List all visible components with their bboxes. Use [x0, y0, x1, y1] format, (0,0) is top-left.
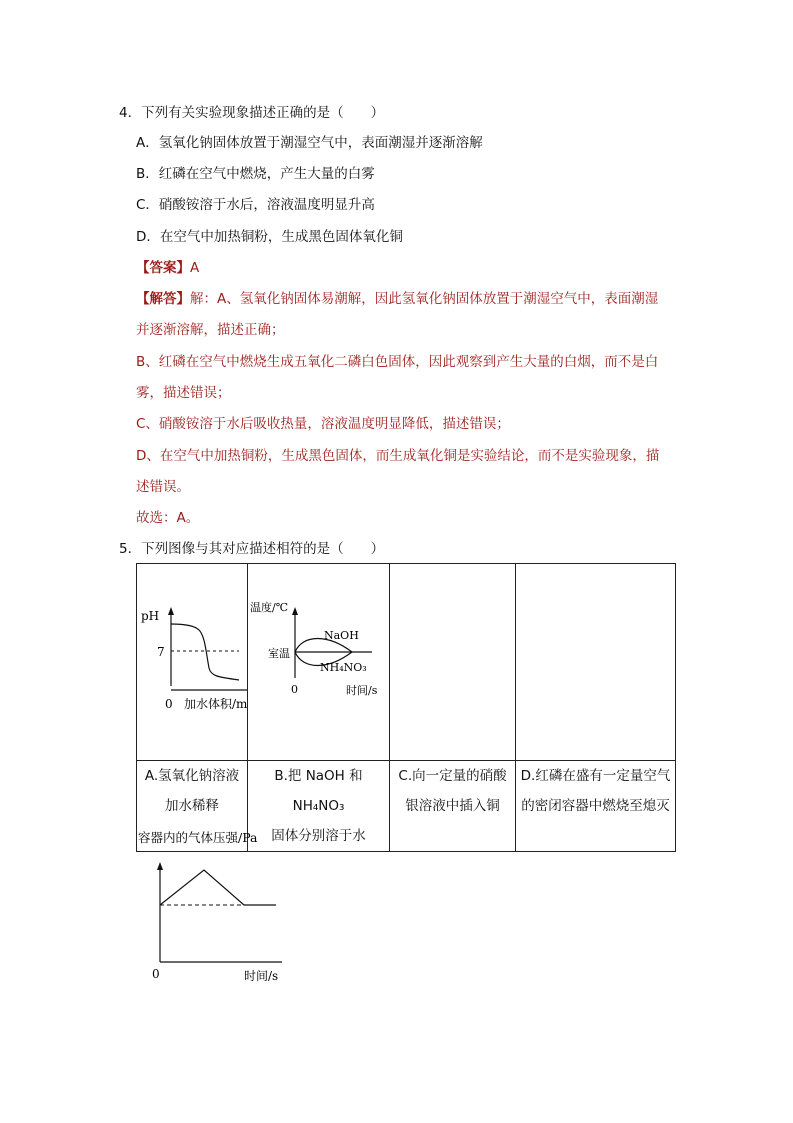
q4-option-d: D．在空气中加热铜粉，生成黑色固体氧化铜 — [136, 229, 403, 245]
q5-stem: 5．下列图像与其对应描述相符的是（ ） — [119, 541, 385, 557]
q4-analysis-line-6: D、在空气中加热铜粉，生成黑色固体，而生成氧化铜是实验结论，而不是实验现象，描 — [136, 448, 660, 464]
q4-analysis-line-2: 并逐渐溶解，描述正确； — [136, 322, 285, 338]
q4-option-a: A．氢氧化钠固体放置于潮湿空气中，表面潮湿并逐渐溶解 — [136, 135, 483, 151]
graph-a-origin: 0 — [165, 697, 173, 711]
graph-d-cell — [516, 564, 676, 761]
q4-analysis-line-4: 雾，描述错误； — [136, 385, 231, 401]
graph-d-origin: 0 — [152, 967, 160, 981]
graph-a-cell — [137, 564, 248, 761]
q4-analysis-line-7: 述错误。 — [136, 479, 190, 495]
answer-value: A — [190, 260, 200, 276]
graph-a-xlabel: 加水体积/m — [184, 697, 247, 711]
graph-b-xlabel: 时间/s — [346, 684, 378, 697]
graph-d-xlabel: 时间/s — [244, 969, 279, 983]
q4-answer — [136, 259, 199, 277]
caption-c: C.向一定量的硝酸 银溶液中插入铜 — [390, 761, 516, 852]
graph-d — [136, 826, 296, 986]
q4-option-c: C．硝酸铵溶于水后，溶液温度明显升高 — [136, 197, 375, 213]
caption-b: B.把 NaOH 和 NH₄NO₃ 固体分别溶于水 — [248, 761, 390, 852]
graph-b-ylabel: 温度/℃ — [250, 601, 289, 614]
answer-tag: 【答案】 — [136, 260, 190, 276]
q5-option-table — [136, 563, 676, 852]
graph-b-origin: 0 — [291, 683, 298, 696]
graph-b-ytick: 室温 — [268, 647, 290, 660]
graph-c-cell — [390, 564, 516, 761]
q4-analysis-line-1: 【解答】解：A、氢氧化钠固体易潮解，因此氢氧化钠固体放置于潮湿空气中，表面潮湿 — [136, 291, 659, 307]
analysis-tag: 【解答】 — [136, 291, 190, 307]
graph-b-series-naoh: NaOH — [324, 629, 359, 642]
q4-analysis-line-3: B、红磷在空气中燃烧生成五氧化二磷白色固体，因此观察到产生大量的白烟，而不是白 — [136, 354, 659, 370]
graph-b-cell — [248, 564, 390, 761]
graph-b — [248, 564, 389, 756]
q4-stem: 4．下列有关实验现象描述正确的是（ ） — [119, 105, 385, 121]
graph-a — [137, 564, 247, 756]
graph-a-ylabel: pH — [141, 609, 160, 623]
q4-option-b: B．红磷在空气中燃烧，产生大量的白雾 — [136, 166, 375, 182]
q4-analysis-line-8: 故选：A。 — [136, 510, 200, 526]
caption-d: D.红磷在盛有一定量空气 的密闭容器中燃烧至熄灭 — [516, 761, 676, 852]
graph-d-ylabel: 容器内的气体压强/Pa — [138, 830, 258, 845]
q4-analysis-line-5: C、硝酸铵溶于水后吸收热量，溶液温度明显降低，描述错误； — [136, 416, 510, 432]
graph-a-ytick: 7 — [157, 645, 165, 659]
graph-b-series-nh4no3: NH₄NO₃ — [320, 661, 367, 674]
caption-a: A.氢氧化钠溶液 加水稀释 — [137, 761, 248, 852]
